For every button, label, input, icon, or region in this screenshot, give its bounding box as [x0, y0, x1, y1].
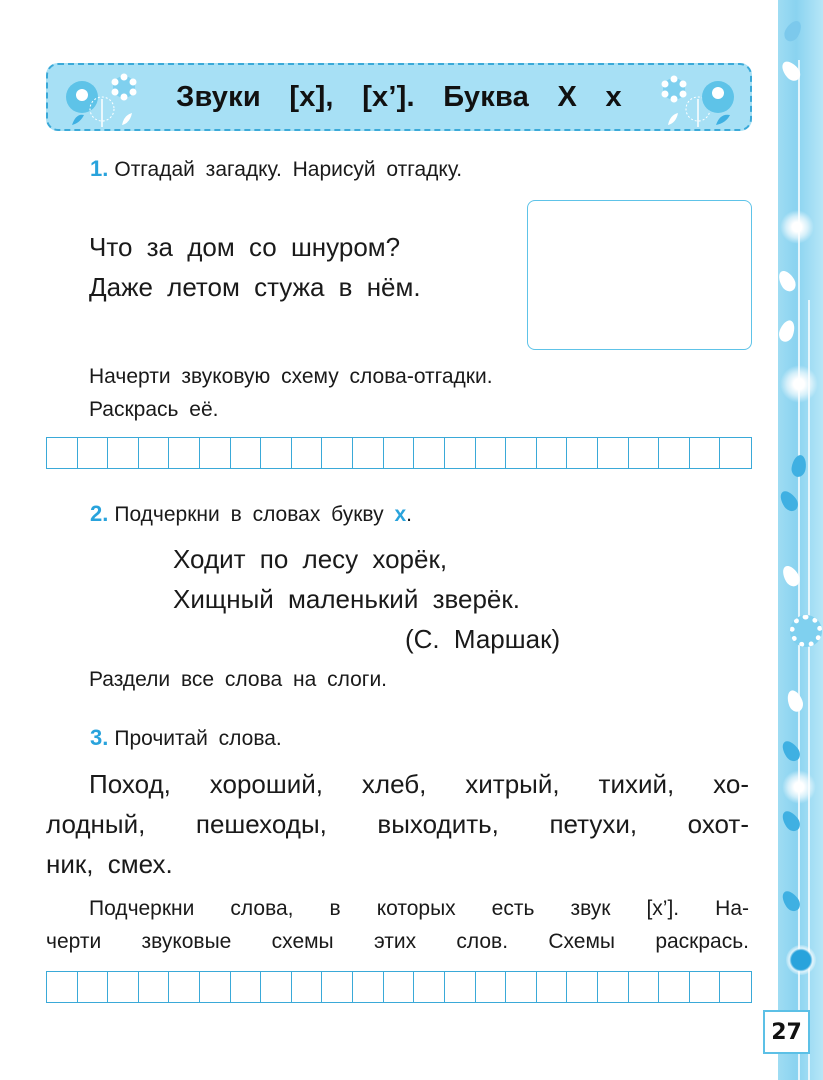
- decorative-side-strip: [778, 0, 823, 1080]
- grid-cell[interactable]: [322, 972, 353, 1002]
- grid-cell[interactable]: [47, 972, 78, 1002]
- task1-followup-line-2: Раскрась её.: [89, 398, 219, 421]
- task3-instruction: Прочитай слова.: [114, 727, 282, 750]
- grid-cell[interactable]: [506, 438, 537, 468]
- task1-followup-line-1: Начерти звуковую схему слова-отгадки.: [89, 365, 493, 388]
- flower-icon: [786, 945, 816, 975]
- grid-cell[interactable]: [598, 972, 629, 1002]
- grid-cell[interactable]: [567, 972, 598, 1002]
- grid-cell[interactable]: [659, 438, 690, 468]
- grid-cell[interactable]: [690, 438, 721, 468]
- flower-icon: [790, 615, 822, 647]
- riddle-line-2: Даже летом стужа в нём.: [89, 272, 421, 302]
- task1-instruction: Отгадай загадку. Нарисуй отгадку.: [114, 158, 463, 181]
- grid-cell[interactable]: [690, 972, 721, 1002]
- grid-cell[interactable]: [537, 972, 568, 1002]
- riddle-line-1: Что за дом со шнуром?: [89, 232, 401, 262]
- poem-author: (С. Маршак): [405, 624, 561, 654]
- grid-cell[interactable]: [169, 972, 200, 1002]
- grid-cell[interactable]: [78, 972, 109, 1002]
- task2-followup: Раздели все слова на слоги.: [89, 668, 388, 691]
- grid-cell[interactable]: [629, 972, 660, 1002]
- poem-line-1: Ходит по лесу хорёк,: [173, 544, 448, 574]
- flower-decoration-icon: [62, 69, 142, 129]
- grid-cell[interactable]: [567, 438, 598, 468]
- title-banner: [46, 63, 752, 131]
- flower-decoration-icon: [656, 69, 736, 129]
- grid-cell[interactable]: [476, 438, 507, 468]
- words-line-3: ник, смех.: [46, 849, 173, 879]
- task3-number: 3.: [90, 725, 109, 750]
- words-line-2: лодный, пешеходы, выходить, петухи, охот-: [46, 809, 749, 839]
- grid-cell[interactable]: [598, 438, 629, 468]
- task2-header: [90, 501, 412, 527]
- drawing-answer-box[interactable]: [527, 200, 752, 350]
- page-title: Звуки [х], [х’]. Буква Х х: [176, 80, 622, 113]
- flower-icon: [780, 210, 814, 244]
- leaf-icon: [778, 268, 799, 294]
- poem-line-2: Хищный маленький зверёк.: [173, 584, 520, 614]
- grid-cell[interactable]: [384, 972, 415, 1002]
- task1-number: 1.: [90, 156, 109, 181]
- grid-cell[interactable]: [47, 438, 78, 468]
- grid-cell[interactable]: [292, 438, 323, 468]
- grid-cell[interactable]: [720, 438, 751, 468]
- grid-cell[interactable]: [322, 438, 353, 468]
- leaf-icon: [778, 318, 797, 343]
- grid-cell[interactable]: [506, 972, 537, 1002]
- grid-cell[interactable]: [200, 972, 231, 1002]
- grid-cell[interactable]: [629, 438, 660, 468]
- grid-cell[interactable]: [78, 438, 109, 468]
- grid-cell[interactable]: [231, 972, 262, 1002]
- grid-cell[interactable]: [414, 438, 445, 468]
- task2-instruction: Подчеркни в словах букву: [114, 503, 384, 526]
- words-line-1: Поход, хороший, хлеб, хитрый, тихий, хо-: [89, 769, 749, 799]
- task1-header: [90, 156, 462, 182]
- grid-cell[interactable]: [353, 972, 384, 1002]
- sound-scheme-grid-2[interactable]: [46, 971, 752, 1003]
- grid-cell[interactable]: [261, 972, 292, 1002]
- task3-header: [90, 725, 282, 751]
- task2-number: 2.: [90, 501, 109, 526]
- grid-cell[interactable]: [445, 438, 476, 468]
- grid-cell[interactable]: [384, 438, 415, 468]
- grid-cell[interactable]: [414, 972, 445, 1002]
- grid-cell[interactable]: [659, 972, 690, 1002]
- task3-followup-line-1: Подчеркни слова, в которых есть звук [х’]. На-: [89, 897, 749, 920]
- grid-cell[interactable]: [537, 438, 568, 468]
- grid-cell[interactable]: [108, 438, 139, 468]
- grid-cell[interactable]: [169, 438, 200, 468]
- task3-followup-line-2: черти звуковые схемы этих слов. Схемы раскрась.: [46, 930, 749, 953]
- grid-cell[interactable]: [139, 972, 170, 1002]
- task2-letter: х: [394, 503, 407, 526]
- page-number: 27: [763, 1010, 810, 1054]
- leaf-icon: [790, 454, 808, 478]
- grid-cell[interactable]: [476, 972, 507, 1002]
- leaf-icon: [785, 688, 806, 713]
- grid-cell[interactable]: [231, 438, 262, 468]
- leaf-icon: [781, 18, 804, 44]
- grid-cell[interactable]: [445, 972, 476, 1002]
- sound-scheme-grid-1[interactable]: [46, 437, 752, 469]
- grid-cell[interactable]: [353, 438, 384, 468]
- grid-cell[interactable]: [200, 438, 231, 468]
- grid-cell[interactable]: [108, 972, 139, 1002]
- flower-icon: [780, 365, 818, 403]
- flower-icon: [782, 770, 816, 804]
- grid-cell[interactable]: [292, 972, 323, 1002]
- grid-cell[interactable]: [720, 972, 751, 1002]
- task2-instruction-end: .: [406, 503, 412, 526]
- grid-cell[interactable]: [139, 438, 170, 468]
- grid-cell[interactable]: [261, 438, 292, 468]
